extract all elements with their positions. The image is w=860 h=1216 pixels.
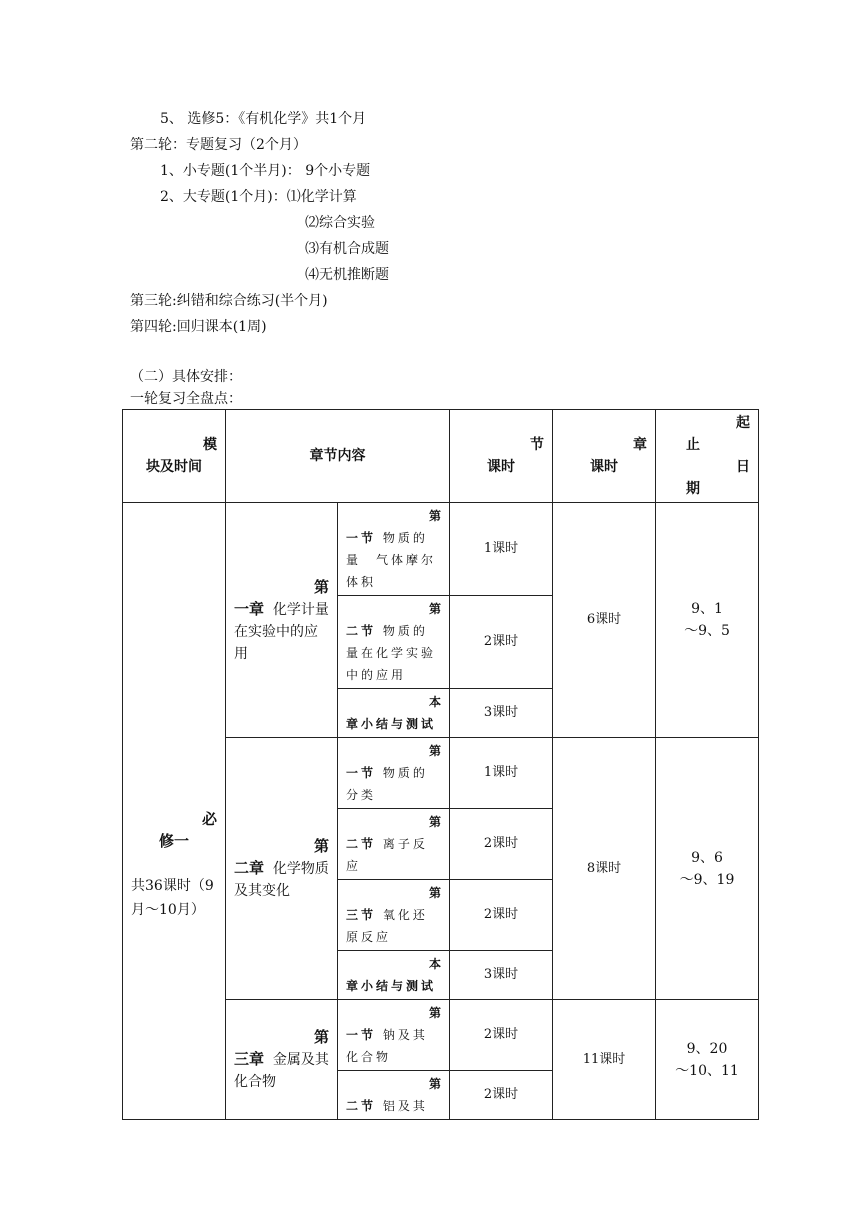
header-date-2: 止 xyxy=(686,437,700,453)
ch3-s1-hours: 2课时 xyxy=(450,1000,553,1071)
header-date xyxy=(656,410,759,503)
intro-line-6: ⑶有机合成题 xyxy=(305,241,389,257)
ch1-s3-rest: 章小结与测试 xyxy=(346,717,437,731)
module-title-b: 修一 xyxy=(158,832,189,850)
header-module-b: 块及时间 xyxy=(146,459,202,475)
intro-line-3: 1、小专题(1个半月)： 9个小专题 xyxy=(160,163,371,179)
ch3-section-1 xyxy=(338,1000,450,1071)
ch2-section-1 xyxy=(338,738,450,809)
header-chapter-hours xyxy=(553,410,656,503)
module-cell xyxy=(123,503,226,1120)
header-module xyxy=(123,410,226,503)
ch1-section-2 xyxy=(338,596,450,689)
ch1-s3-top: 本 xyxy=(428,695,441,709)
ch1-section-1 xyxy=(338,503,450,596)
ch3-s2-hours: 2课时 xyxy=(450,1071,553,1120)
header-date-4: 期 xyxy=(686,481,700,497)
ch2-s4-top: 本 xyxy=(428,957,441,971)
ch2-s2-rest: 离子反应 xyxy=(346,837,428,873)
header-content-label: 章节内容 xyxy=(309,447,366,464)
ch2-s2-lead: 二节 xyxy=(346,837,377,851)
ch1-date-a: 9、1 xyxy=(691,601,723,617)
ch3-hours: 11课时 xyxy=(553,1000,656,1120)
ch2-s1-rest: 物质的分类 xyxy=(346,766,428,802)
intro-line-8: 第三轮:纠错和综合练习(半个月) xyxy=(130,293,328,309)
module-title-a: 必 xyxy=(201,810,217,828)
ch2-date-a: 9、6 xyxy=(691,849,723,866)
ch2-section-4 xyxy=(338,951,450,1000)
chapter-3-rest: 金属及其化合物 xyxy=(234,1052,329,1090)
ch3-s2-lead: 二节 xyxy=(346,1099,377,1113)
ch1-s2-rest: 物质的量在化学实验中的应用 xyxy=(346,624,437,682)
header-chapter-hours-b: 课时 xyxy=(590,459,618,475)
ch1-hours: 6课时 xyxy=(553,503,656,738)
ch3-section-2 xyxy=(338,1071,450,1120)
module-period: 共36课时（9月～10月） xyxy=(131,878,214,918)
header-date-1: 起 xyxy=(736,415,750,431)
ch2-s3-rest: 氧化还原反应 xyxy=(346,908,428,944)
ch3-s1-rest: 钠及其化合物 xyxy=(346,1028,428,1064)
intro-line-4: 2、大专题(1个月)：⑴化学计算 xyxy=(160,189,357,205)
chapter-3-cell xyxy=(226,1000,338,1120)
header-date-3: 日 xyxy=(736,459,750,475)
intro-line-9: 第四轮:回归课本(1周) xyxy=(130,319,267,335)
ch1-s1-hours: 1课时 xyxy=(450,503,553,596)
ch1-s1-top: 第 xyxy=(428,509,441,523)
header-section-hours-a: 节 xyxy=(530,437,544,453)
ch3-s1-top: 第 xyxy=(428,1006,441,1020)
ch2-s4-rest: 章小结与测试 xyxy=(346,979,437,993)
ch3-date-b: ～10、11 xyxy=(675,1062,739,1079)
chapter-2-lead: 二章 xyxy=(234,859,265,877)
chapter-1-cell xyxy=(226,503,338,738)
ch3-s2-top: 第 xyxy=(428,1077,441,1091)
ch1-s2-top: 第 xyxy=(428,602,441,616)
header-chapter-hours-a: 章 xyxy=(633,437,647,453)
ch1-section-3 xyxy=(338,689,450,738)
header-content xyxy=(226,410,450,503)
ch2-s1-lead: 一节 xyxy=(346,766,377,780)
ch2-hours: 8课时 xyxy=(553,738,656,1000)
chapter-1-lead: 一章 xyxy=(234,599,265,618)
header-module-a: 模 xyxy=(203,437,217,453)
intro-line-1: 5、 选修5：《有机化学》共1个月 xyxy=(160,111,367,127)
header-section-hours-b: 课时 xyxy=(487,459,515,475)
ch2-section-3 xyxy=(338,880,450,951)
chapter-2-cell xyxy=(226,738,338,1000)
ch3-s1-lead: 一节 xyxy=(346,1028,377,1042)
ch1-s3-hours: 3课时 xyxy=(450,689,553,738)
chapter-2-rest: 化学物质及其变化 xyxy=(234,861,329,899)
ch1-s1-rest: 物质的量 气体摩尔体积 xyxy=(346,531,437,589)
ch2-s4-hours: 3课时 xyxy=(450,951,553,1000)
ch2-s1-hours: 1课时 xyxy=(450,738,553,809)
chapter-3-top: 第 xyxy=(313,1028,329,1046)
ch2-date xyxy=(656,738,759,1000)
ch1-date-b: ～9、5 xyxy=(684,623,730,639)
chapter-1-rest: 化学计量在实验中的应用 xyxy=(234,601,329,662)
table-row xyxy=(123,503,759,596)
intro-line-10: （二）具体安排： xyxy=(130,369,242,385)
intro-line-7: ⑷无机推断题 xyxy=(305,267,389,283)
ch1-s2-lead: 二节 xyxy=(346,624,377,638)
ch2-s2-hours: 2课时 xyxy=(450,809,553,880)
schedule-table xyxy=(122,409,759,1120)
intro-line-11: 一轮复习全盘点： xyxy=(130,391,242,407)
ch1-s1-lead: 一节 xyxy=(346,531,377,545)
ch2-date-b: ～9、19 xyxy=(679,871,735,888)
ch2-s3-hours: 2课时 xyxy=(450,880,553,951)
chapter-2-top: 第 xyxy=(313,837,329,855)
ch3-date xyxy=(656,1000,759,1120)
ch1-s2-hours: 2课时 xyxy=(450,596,553,689)
ch2-s3-top: 第 xyxy=(428,886,441,900)
ch3-s2-rest: 铝及其 xyxy=(382,1099,428,1113)
ch1-date xyxy=(656,503,759,738)
intro-line-5: ⑵综合实验 xyxy=(305,215,375,231)
ch3-date-a: 9、20 xyxy=(686,1040,728,1057)
header-section-hours xyxy=(450,410,553,503)
ch2-s3-lead: 三节 xyxy=(346,908,377,922)
ch2-s2-top: 第 xyxy=(428,815,441,829)
intro-line-2: 第二轮：专题复习（2个月） xyxy=(130,137,307,153)
chapter-1-top: 第 xyxy=(313,577,329,596)
table-header-row xyxy=(123,410,759,503)
chapter-3-lead: 三章 xyxy=(234,1050,265,1068)
ch2-section-2 xyxy=(338,809,450,880)
ch2-s1-top: 第 xyxy=(428,744,441,758)
